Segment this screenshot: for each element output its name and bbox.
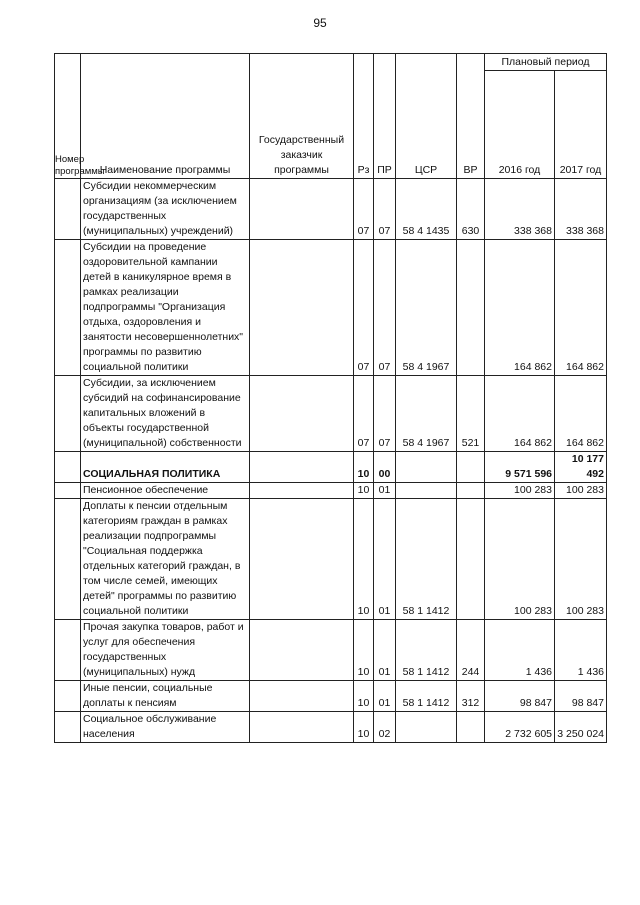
pr-cell: 07 [374,376,396,452]
rz-cell: 10 [354,681,374,712]
program-name-cell: Прочая закупка товаров, работ и услуг для обеспечения государственных (муниципальных) нужд [81,620,250,681]
header-program-number: Номер программы [55,54,81,179]
program-number-cell [55,712,81,743]
program-number-cell [55,499,81,620]
program-number-cell [55,376,81,452]
rz-cell: 10 [354,452,374,483]
vr-cell [457,452,485,483]
amount-2016-cell: 338 368 [485,179,555,240]
csr-cell: 58 4 1967 [396,240,457,376]
header-row-top [55,54,607,71]
header-planning-period: Плановый период [485,54,607,71]
customer-cell [250,452,354,483]
amount-2017-cell: 10 177 492 [555,452,607,483]
program-number-cell [55,483,81,499]
rz-cell: 07 [354,240,374,376]
table-body [55,179,607,743]
amount-2016-cell: 1 436 [485,620,555,681]
budget-table [54,53,607,743]
amount-2016-cell: 164 862 [485,376,555,452]
amount-2016-cell: 100 283 [485,483,555,499]
rz-cell: 10 [354,499,374,620]
pr-cell: 00 [374,452,396,483]
customer-cell [250,179,354,240]
customer-cell [250,620,354,681]
program-number-cell [55,620,81,681]
csr-cell: 58 1 1412 [396,681,457,712]
program-name-cell: Социальное обслуживание населения [81,712,250,743]
program-name-cell: Иные пенсии, социальные доплаты к пенсиям [81,681,250,712]
csr-cell: 58 1 1412 [396,499,457,620]
vr-cell: 521 [457,376,485,452]
csr-cell: 58 1 1412 [396,620,457,681]
rz-cell: 07 [354,376,374,452]
vr-cell [457,240,485,376]
program-name-cell: Субсидии на проведение оздоровительной кампании детей в каникулярное время в рамках реализации подпрограммы "Организация отдыха, оздоровления и занятости несовершеннолетних" программы по развитию социальной политики [81,240,250,376]
amount-2017-cell: 164 862 [555,240,607,376]
vr-cell: 312 [457,681,485,712]
customer-cell [250,240,354,376]
header-rz: Рз [354,54,374,179]
csr-cell: 58 4 1435 [396,179,457,240]
page-number: 95 [313,16,327,30]
vr-cell [457,499,485,620]
header-year-2017: 2017 год [555,71,607,179]
table-row [55,240,607,376]
vr-cell [457,483,485,499]
table-row [55,452,607,483]
customer-cell [250,483,354,499]
rz-cell: 10 [354,620,374,681]
table-row [55,483,607,499]
table-row [55,179,607,240]
rz-cell: 10 [354,483,374,499]
program-number-cell [55,179,81,240]
program-number-cell [55,240,81,376]
vr-cell [457,712,485,743]
amount-2017-cell: 3 250 024 [555,712,607,743]
program-name-cell: Доплаты к пенсии отдельным категориям граждан в рамках реализации подпрограммы "Социальная поддержка отдельных категорий граждан, в том числе семей, имеющих детей" программы по развитию социальной политики [81,499,250,620]
table-row [55,376,607,452]
customer-cell [250,499,354,620]
csr-cell [396,712,457,743]
pr-cell: 02 [374,712,396,743]
program-name-cell: Субсидии, за исключением субсидий на софинансирование капитальных вложений в объекты государственной (муниципальной) собственности [81,376,250,452]
rz-cell: 07 [354,179,374,240]
pr-cell: 01 [374,681,396,712]
pr-cell: 01 [374,620,396,681]
amount-2016-cell: 98 847 [485,681,555,712]
header-csr: ЦСР [396,54,457,179]
pr-cell: 07 [374,240,396,376]
csr-cell [396,483,457,499]
header-program-name: Наименование программы [81,54,250,179]
vr-cell: 630 [457,179,485,240]
program-name-cell: Пенсионное обеспечение [81,483,250,499]
customer-cell [250,712,354,743]
amount-2016-cell: 9 571 596 [485,452,555,483]
csr-cell [396,452,457,483]
amount-2017-cell: 338 368 [555,179,607,240]
csr-cell: 58 4 1967 [396,376,457,452]
rz-cell: 10 [354,712,374,743]
amount-2016-cell: 100 283 [485,499,555,620]
amount-2017-cell: 98 847 [555,681,607,712]
vr-cell: 244 [457,620,485,681]
pr-cell: 07 [374,179,396,240]
header-year-2016: 2016 год [485,71,555,179]
program-name-cell: Субсидии некоммерческим организациям (за исключением государственных (муниципальных) учреждений) [81,179,250,240]
amount-2016-cell: 2 732 605 [485,712,555,743]
program-name-cell: СОЦИАЛЬНАЯ ПОЛИТИКА [81,452,250,483]
header-vr: ВР [457,54,485,179]
pr-cell: 01 [374,499,396,620]
table-row [55,499,607,620]
program-number-cell [55,452,81,483]
header-pr: ПР [374,54,396,179]
customer-cell [250,681,354,712]
table-row [55,620,607,681]
table-row [55,681,607,712]
amount-2016-cell: 164 862 [485,240,555,376]
header-customer: Государственный заказчик программы [250,54,354,179]
pr-cell: 01 [374,483,396,499]
amount-2017-cell: 164 862 [555,376,607,452]
amount-2017-cell: 100 283 [555,499,607,620]
customer-cell [250,376,354,452]
table-row [55,712,607,743]
amount-2017-cell: 100 283 [555,483,607,499]
amount-2017-cell: 1 436 [555,620,607,681]
program-number-cell [55,681,81,712]
